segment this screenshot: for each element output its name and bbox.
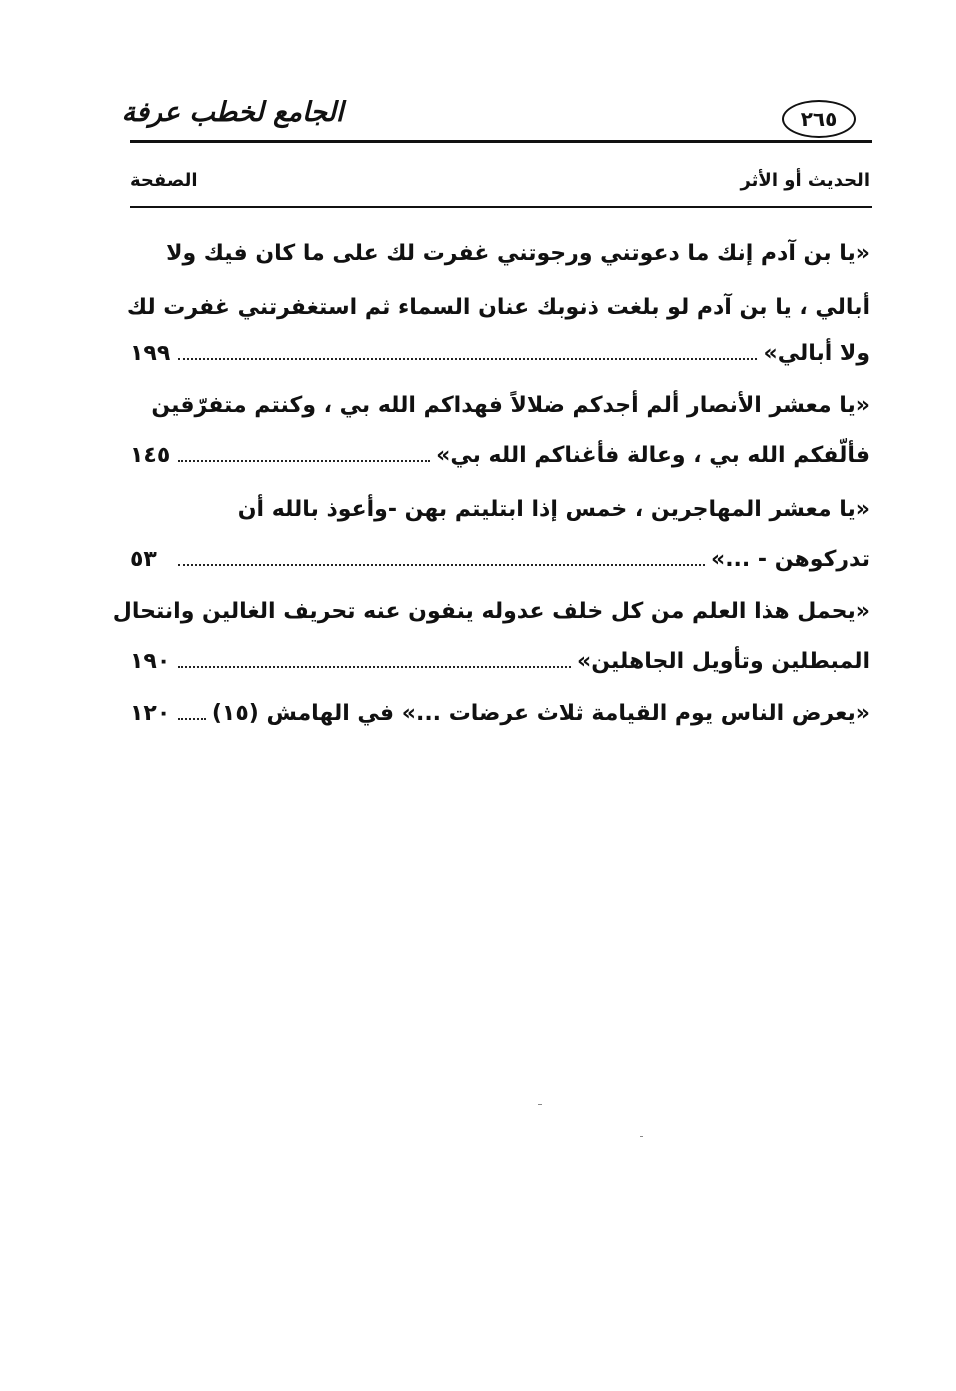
column-heading-hadith: الحديث أو الأثر (740, 170, 870, 191)
entry-line: «يحمل هذا العلم من كل خلف عدوله ينفون عنه تحريف الغالين وانتحال (112, 599, 870, 624)
column-heading-page: الصفحة (130, 170, 198, 191)
header-rule (130, 140, 872, 143)
index-entry (130, 694, 870, 734)
book-title-calligraphy: الجامع لخطب عرفة (121, 96, 344, 128)
entry-last-line: «يعرض الناس يوم القيامة ثلاث عرضات ...» في الهامش (١٥) (211, 701, 870, 726)
index-entry (130, 436, 870, 476)
index-entry (130, 642, 870, 682)
entry-page-number: ١٤٥ (130, 443, 171, 468)
entry-last-line: تدركوهن - ...» (710, 547, 870, 572)
entry-line: «يا معشر المهاجرين ، خمس إذا ابتليتم بهن -وأعوذ بالله أن (237, 497, 870, 522)
dot-leader (178, 460, 430, 462)
scan-speck (640, 1136, 643, 1137)
index-entry (130, 334, 870, 374)
entry-page-number: ٥٣ (130, 547, 157, 572)
index-entry (130, 540, 870, 580)
dot-leader (178, 718, 206, 720)
dot-leader (178, 666, 571, 668)
entry-line: «يا معشر الأنصار ألم أجدكم ضلالاً فهداكم الله بي ، وكنتم متفرّقين (151, 393, 870, 418)
dot-leader (178, 564, 705, 566)
page-number: ٢٦٥ (782, 100, 856, 138)
columns-rule (130, 206, 872, 208)
entry-last-line: ولا أبالي» (763, 341, 870, 366)
dot-leader (178, 358, 757, 360)
entry-last-line: المبطلين وتأويل الجاهلين» (577, 649, 870, 674)
entry-last-line: فألّفكم الله بي ، وعالة فأغناكم الله بي» (436, 443, 870, 468)
entry-page-number: ١٢٠ (130, 701, 171, 726)
scan-speck (538, 1104, 542, 1105)
entry-page-number: ١٩٩ (130, 341, 171, 366)
entry-line: «يا بن آدم إنك ما دعوتني ورجوتني غفرت لك على ما كان فيك ولا (166, 241, 870, 266)
entry-page-number: ١٩٠ (130, 649, 171, 674)
entry-line: أبالي ، يا بن آدم لو بلغت ذنوبك عنان السماء ثم استغفرتني غفرت لك (126, 295, 870, 320)
